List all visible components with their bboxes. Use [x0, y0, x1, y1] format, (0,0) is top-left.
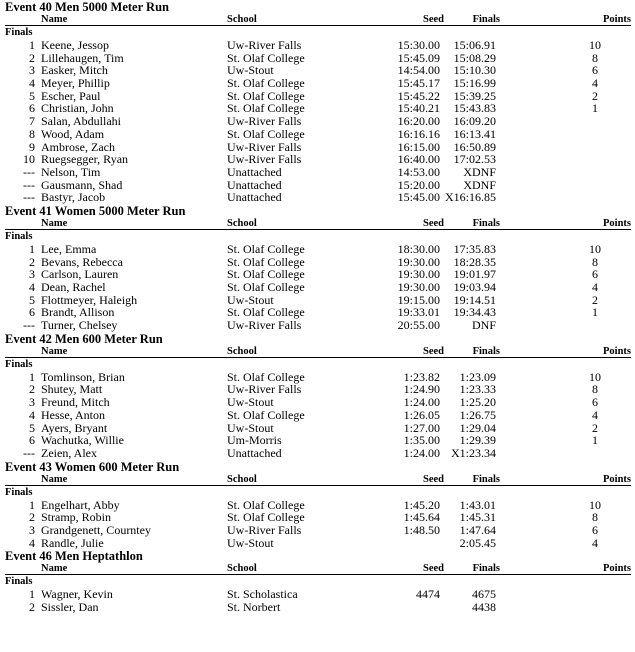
cell-points: 4: [592, 280, 598, 294]
cell-place: 6: [29, 101, 35, 116]
cell-points: 1: [592, 101, 598, 116]
cell-finals: XDNF: [463, 164, 496, 179]
cell-seed: 1:27.00: [403, 420, 440, 435]
cell-finals: 1:29.39: [459, 433, 496, 448]
result-row: [0, 396, 635, 409]
cell-name: Lillehaugen, Tim: [41, 50, 124, 65]
cell-place: 1: [29, 369, 35, 384]
cell-school: St. Olaf College: [227, 280, 305, 294]
cell-school: St. Norbert: [227, 600, 281, 614]
result-row: [0, 39, 635, 52]
cell-seed: 1:45.64: [403, 510, 440, 525]
cell-school: St. Scholastica: [227, 587, 298, 602]
cell-points: 8: [592, 510, 598, 525]
cell-place: 4: [29, 76, 35, 91]
header-finals: Finals: [472, 563, 500, 575]
cell-seed: 1:23.82: [403, 369, 440, 384]
cell-name: Freund, Mitch: [41, 395, 110, 410]
cell-finals: X1:23.34: [451, 445, 496, 460]
cell-place: 2: [29, 510, 35, 525]
event-block: [0, 549, 635, 613]
cell-place: 1: [29, 497, 35, 512]
cell-name: Flottmeyer, Haleigh: [41, 292, 138, 307]
event-block: [0, 460, 635, 550]
cell-points: 4: [592, 407, 598, 422]
cell-finals: 19:14.51: [453, 292, 496, 307]
cell-finals: 4675: [472, 587, 496, 602]
result-row: [0, 524, 635, 537]
cell-place: 4: [29, 280, 35, 294]
cell-points: 8: [592, 50, 598, 65]
cell-points: 2: [592, 420, 598, 435]
cell-place: 6: [29, 433, 35, 448]
cell-seed: 15:45.00: [397, 190, 440, 205]
cell-finals: DNF: [471, 318, 496, 333]
cell-name: Engelhart, Abby: [41, 497, 120, 512]
header-school: School: [227, 473, 257, 485]
result-row: [0, 243, 635, 256]
cell-seed: 15:30.00: [397, 38, 440, 52]
cell-points: 6: [592, 267, 598, 282]
cell-school: St. Olaf College: [227, 305, 305, 320]
header-name: Name: [41, 563, 68, 575]
cell-name: Salan, Abdullahi: [41, 114, 121, 129]
header-seed: Seed: [423, 473, 444, 485]
cell-place: ---: [23, 177, 35, 192]
cell-name: Shutey, Matt: [41, 382, 103, 397]
column-header-row: [5, 218, 631, 230]
result-row: [0, 447, 635, 460]
cell-seed: 1:24.00: [403, 445, 440, 460]
header-school: School: [227, 345, 257, 357]
cell-place: 4: [29, 407, 35, 422]
cell-finals: 1:43.01: [459, 497, 496, 512]
result-row: [0, 166, 635, 179]
cell-points: 1: [592, 305, 598, 320]
cell-school: Uw-River Falls: [227, 152, 302, 167]
column-header-row: [5, 474, 631, 486]
result-row: [0, 191, 635, 204]
cell-seed: 19:30.00: [397, 280, 440, 294]
cell-finals: 1:26.75: [459, 407, 496, 422]
result-row: [0, 115, 635, 128]
cell-seed: 15:40.21: [397, 101, 440, 116]
cell-points: 6: [592, 395, 598, 410]
cell-points: 10: [589, 241, 601, 256]
cell-finals: 17:35.83: [453, 241, 496, 256]
cell-school: St. Olaf College: [227, 76, 305, 91]
cell-finals: 1:29.04: [459, 420, 496, 435]
cell-school: Uw-River Falls: [227, 38, 302, 52]
cell-place: 2: [29, 382, 35, 397]
result-row: [0, 128, 635, 141]
cell-name: Christian, John: [41, 101, 114, 116]
cell-finals: 1:45.31: [459, 510, 496, 525]
cell-seed: 18:30.00: [397, 241, 440, 256]
cell-name: Turner, Chelsey: [41, 318, 118, 333]
cell-place: ---: [23, 318, 35, 333]
cell-seed: 1:35.00: [403, 433, 440, 448]
header-school: School: [227, 14, 257, 25]
cell-school: Uw-Stout: [227, 535, 274, 550]
cell-seed: 20:55.00: [397, 318, 440, 333]
cell-finals: 1:25.20: [459, 395, 496, 410]
cell-school: Uw-Stout: [227, 63, 274, 78]
cell-seed: 19:30.00: [397, 267, 440, 282]
cell-points: 1: [592, 433, 598, 448]
cell-school: Uw-Stout: [227, 395, 274, 410]
header-name: Name: [41, 217, 68, 229]
cell-school: Unattached: [227, 445, 282, 460]
cell-seed: 16:40.00: [397, 152, 440, 167]
header-finals: Finals: [472, 14, 500, 25]
cell-school: St. Olaf College: [227, 510, 305, 525]
cell-place: 9: [29, 139, 35, 154]
cell-seed: 19:33.01: [397, 305, 440, 320]
cell-school: St. Olaf College: [227, 88, 305, 103]
cell-place: 2: [29, 50, 35, 65]
cell-name: Randle, Julie: [41, 535, 104, 550]
cell-school: Uw-River Falls: [227, 114, 302, 129]
cell-place: 1: [29, 587, 35, 602]
cell-seed: 15:45.22: [397, 88, 440, 103]
cell-seed: 19:30.00: [397, 254, 440, 269]
result-row: [0, 434, 635, 447]
cell-place: 7: [29, 114, 35, 129]
result-row: [0, 537, 635, 550]
event-block: [0, 204, 635, 332]
header-seed: Seed: [423, 345, 444, 357]
cell-school: St. Olaf College: [227, 407, 305, 422]
cell-place: 10: [23, 152, 35, 167]
section-label: Finals: [5, 230, 33, 242]
event-title: Event 43 Women 600 Meter Run: [5, 459, 180, 474]
header-finals: Finals: [472, 473, 500, 485]
cell-finals: 18:28.35: [453, 254, 496, 269]
cell-name: Dean, Rachel: [41, 280, 106, 294]
header-finals: Finals: [472, 217, 500, 229]
cell-place: 5: [29, 292, 35, 307]
cell-name: Tomlinson, Brian: [41, 369, 125, 384]
cell-name: Brandt, Allison: [41, 305, 115, 320]
cell-seed: 15:20.00: [397, 177, 440, 192]
result-row: [0, 153, 635, 166]
column-header-row: [5, 14, 631, 26]
cell-name: Hesse, Anton: [41, 407, 105, 422]
header-finals: Finals: [472, 345, 500, 357]
cell-points: 8: [592, 254, 598, 269]
cell-school: St. Olaf College: [227, 241, 305, 256]
cell-place: 3: [29, 267, 35, 282]
cell-seed: 1:45.20: [403, 497, 440, 512]
cell-name: Wachutka, Willie: [41, 433, 124, 448]
cell-finals: 17:02.53: [453, 152, 496, 167]
header-name: Name: [41, 473, 68, 485]
cell-finals: X16:16.85: [445, 190, 496, 205]
cell-name: Nelson, Tim: [41, 164, 101, 179]
result-row: [0, 77, 635, 90]
cell-place: ---: [23, 445, 35, 460]
cell-place: ---: [23, 190, 35, 205]
cell-finals: XDNF: [463, 177, 496, 192]
cell-school: St. Olaf College: [227, 101, 305, 116]
cell-finals: 16:09.20: [453, 114, 496, 129]
cell-place: 5: [29, 88, 35, 103]
cell-name: Wagner, Kevin: [41, 587, 113, 602]
result-row: [0, 281, 635, 294]
cell-place: 3: [29, 395, 35, 410]
cell-place: 3: [29, 63, 35, 78]
cell-school: Uw-River Falls: [227, 318, 302, 333]
cell-school: St. Olaf College: [227, 50, 305, 65]
cell-place: 4: [29, 535, 35, 550]
cell-finals: 15:06.91: [453, 38, 496, 52]
column-header-row: [5, 346, 631, 358]
section-label: Finals: [5, 358, 33, 370]
header-school: School: [227, 217, 257, 229]
cell-seed: 4474: [416, 587, 440, 602]
cell-school: Unattached: [227, 164, 282, 179]
cell-school: St. Olaf College: [227, 369, 305, 384]
cell-name: Stramp, Robin: [41, 510, 112, 525]
section-label: Finals: [5, 576, 33, 588]
cell-seed: 14:54.00: [397, 63, 440, 78]
cell-place: 8: [29, 126, 35, 141]
column-header-row: [5, 563, 631, 575]
event-block: [0, 0, 635, 204]
cell-points: 8: [592, 382, 598, 397]
cell-name: Bevans, Rebecca: [41, 254, 123, 269]
header-name: Name: [41, 345, 68, 357]
event-title: Event 41 Women 5000 Meter Run: [5, 203, 186, 218]
cell-points: 10: [589, 38, 601, 52]
cell-points: 4: [592, 535, 598, 550]
cell-finals: 16:50.89: [453, 139, 496, 154]
cell-points: 2: [592, 292, 598, 307]
header-seed: Seed: [423, 217, 444, 229]
cell-finals: 15:39.25: [453, 88, 496, 103]
cell-name: Ayers, Bryant: [41, 420, 108, 435]
event-block: [0, 332, 635, 460]
cell-place: 3: [29, 522, 35, 537]
cell-finals: 1:23.09: [459, 369, 496, 384]
cell-points: 6: [592, 63, 598, 78]
cell-name: Grandgenett, Courntey: [41, 522, 151, 537]
cell-seed: 14:53.00: [397, 164, 440, 179]
cell-seed: 16:15.00: [397, 139, 440, 154]
cell-name: Ruegsegger, Ryan: [41, 152, 129, 167]
cell-seed: 16:16.16: [397, 126, 440, 141]
cell-finals: 1:23.33: [459, 382, 496, 397]
cell-name: Sissler, Dan: [41, 600, 99, 614]
cell-place: 1: [29, 241, 35, 256]
cell-points: 10: [589, 369, 601, 384]
cell-place: 1: [29, 38, 35, 52]
cell-school: Uw-River Falls: [227, 139, 302, 154]
cell-points: 2: [592, 88, 598, 103]
cell-name: Carlson, Lauren: [41, 267, 119, 282]
cell-school: Unattached: [227, 190, 282, 205]
cell-name: Gausmann, Shad: [41, 177, 123, 192]
cell-seed: 1:24.90: [403, 382, 440, 397]
cell-seed: 1:26.05: [403, 407, 440, 422]
cell-finals: 15:43.83: [453, 101, 496, 116]
cell-finals: 15:10.30: [453, 63, 496, 78]
cell-finals: 1:47.64: [459, 522, 496, 537]
cell-name: Wood, Adam: [41, 126, 105, 141]
event-title: Event 46 Men Heptathlon: [5, 549, 143, 564]
cell-finals: 15:16.99: [453, 76, 496, 91]
section-label: Finals: [5, 486, 33, 498]
header-seed: Seed: [423, 14, 444, 25]
cell-name: Keene, Jessop: [41, 38, 109, 52]
cell-school: St. Olaf College: [227, 267, 305, 282]
cell-seed: 15:45.09: [397, 50, 440, 65]
cell-school: Unattached: [227, 177, 282, 192]
cell-name: Ambrose, Zach: [41, 139, 115, 154]
cell-place: 5: [29, 420, 35, 435]
cell-seed: 1:24.00: [403, 395, 440, 410]
cell-name: Bastyr, Jacob: [41, 190, 106, 205]
cell-name: Escher, Paul: [41, 88, 101, 103]
cell-school: St. Olaf College: [227, 254, 305, 269]
header-points: Points: [602, 473, 631, 485]
header-points: Points: [602, 217, 631, 229]
header-points: Points: [602, 14, 631, 25]
cell-school: Um-Morris: [227, 433, 282, 448]
cell-name: Lee, Emma: [41, 241, 97, 256]
cell-seed: 15:45.17: [397, 76, 440, 91]
result-row: [0, 601, 635, 614]
cell-finals: 15:08.29: [453, 50, 496, 65]
cell-finals: 2:05.45: [459, 535, 496, 550]
cell-place: 2: [29, 600, 35, 614]
header-points: Points: [602, 563, 631, 575]
cell-finals: 16:13.41: [453, 126, 496, 141]
header-points: Points: [602, 345, 631, 357]
cell-name: Zeien, Alex: [41, 445, 97, 460]
cell-points: 10: [589, 497, 601, 512]
cell-place: 6: [29, 305, 35, 320]
header-name: Name: [41, 14, 68, 25]
cell-seed: 16:20.00: [397, 114, 440, 129]
cell-name: Meyer, Phillip: [41, 76, 110, 91]
cell-school: St. Olaf College: [227, 497, 305, 512]
cell-name: Easker, Mitch: [41, 63, 108, 78]
event-title: Event 40 Men 5000 Meter Run: [5, 0, 169, 14]
cell-seed: 19:15.00: [397, 292, 440, 307]
header-seed: Seed: [423, 563, 444, 575]
header-school: School: [227, 563, 257, 575]
cell-finals: 19:01.97: [453, 267, 496, 282]
cell-school: Uw-River Falls: [227, 382, 302, 397]
cell-school: Uw-Stout: [227, 420, 274, 435]
cell-school: St. Olaf College: [227, 126, 305, 141]
cell-finals: 19:03.94: [453, 280, 496, 294]
event-title: Event 42 Men 600 Meter Run: [5, 331, 163, 346]
cell-points: 4: [592, 76, 598, 91]
cell-place: ---: [23, 164, 35, 179]
cell-finals: 4438: [472, 600, 496, 614]
result-row: [0, 409, 635, 422]
cell-place: 2: [29, 254, 35, 269]
cell-school: Uw-River Falls: [227, 522, 302, 537]
cell-finals: 19:34.43: [453, 305, 496, 320]
result-row: [0, 319, 635, 332]
section-label: Finals: [5, 27, 33, 38]
cell-points: 6: [592, 522, 598, 537]
cell-school: Uw-Stout: [227, 292, 274, 307]
cell-seed: 1:48.50: [403, 522, 440, 537]
